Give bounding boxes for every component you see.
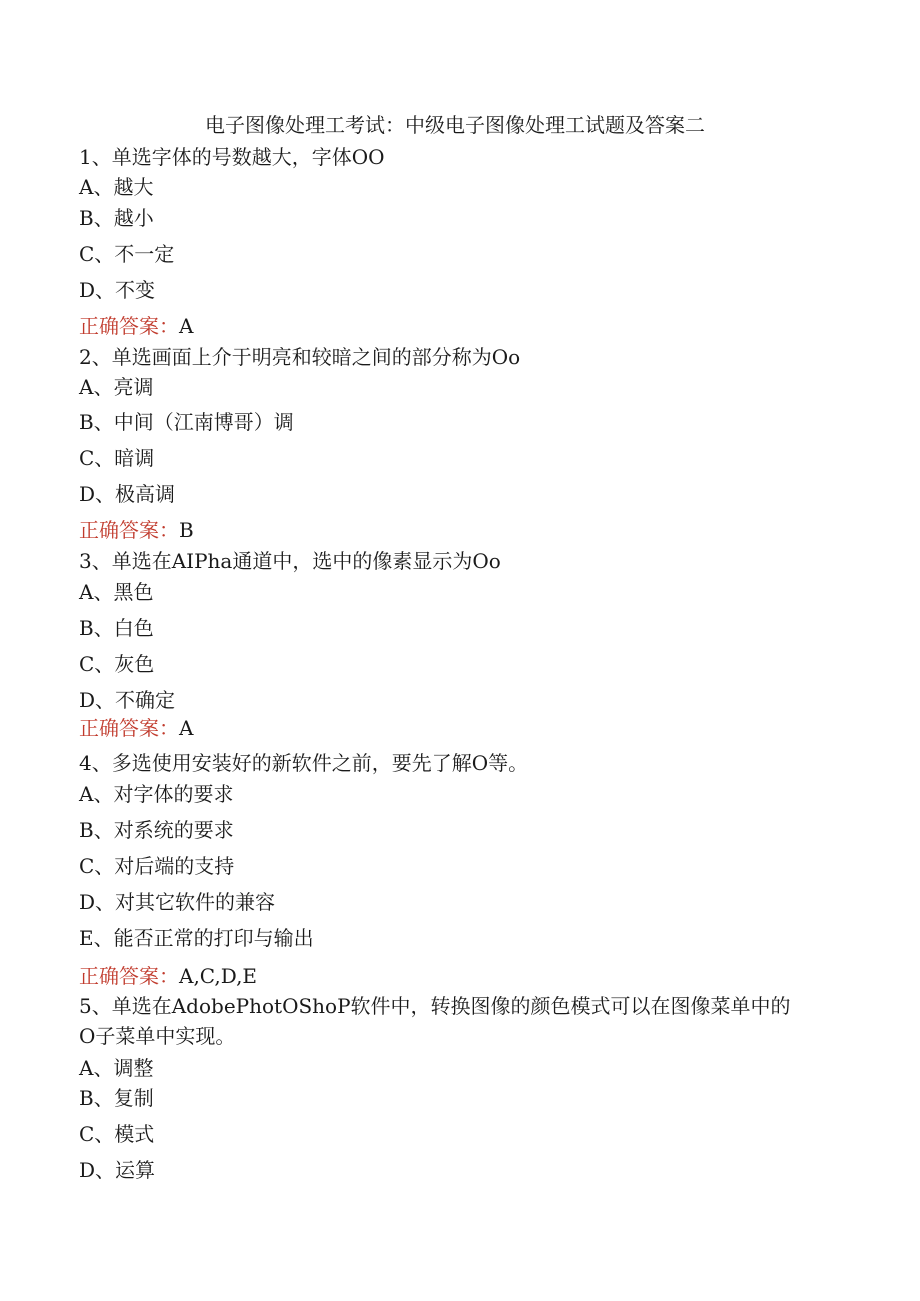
question-5-stem-continued: O子菜单中实现。 [79, 1024, 236, 1048]
question-5-option-a: A、调整 [79, 1056, 154, 1080]
question-4-option-b: B、对系统的要求 [79, 818, 234, 842]
answer-label: 正确答案： [79, 518, 179, 542]
question-1-option-d: D、不变 [79, 278, 156, 302]
answer-label: 正确答案： [79, 716, 179, 740]
question-4-option-d: D、对其它软件的兼容 [79, 890, 276, 914]
question-2-answer [79, 516, 194, 544]
question-4-option-a: A、对字体的要求 [79, 782, 234, 806]
question-2-option-d: D、极高调 [79, 482, 176, 506]
document-title: 电子图像处理工考试：中级电子图像处理工试题及答案二 [205, 113, 705, 137]
answer-value: B [179, 518, 194, 542]
question-3-option-d: D、不确定 [79, 688, 176, 712]
question-5-option-b: B、复制 [79, 1086, 154, 1110]
question-2-option-b: B、中间（江南博哥）调 [79, 410, 294, 434]
answer-value: A [179, 716, 194, 740]
question-4-option-c: C、对后端的支持 [79, 854, 235, 878]
question-3-answer [79, 714, 193, 742]
answer-label: 正确答案： [79, 314, 179, 338]
answer-value: A [179, 314, 194, 338]
question-2-option-a: A、亮调 [79, 375, 154, 399]
question-3-option-b: B、白色 [79, 616, 154, 640]
question-2-stem: 2、单选画面上介于明亮和较暗之间的部分称为Oo [79, 345, 521, 369]
question-2-option-c: C、暗调 [79, 446, 155, 470]
question-4-stem: 4、多选使用安装好的新软件之前，要先了解O等。 [79, 751, 529, 775]
answer-value: A,C,D,E [179, 964, 258, 988]
question-4-answer [79, 962, 257, 990]
question-1-option-a: A、越大 [79, 175, 154, 199]
question-3-option-a: A、黑色 [79, 580, 154, 604]
question-3-option-c: C、灰色 [79, 652, 155, 676]
question-5-option-c: C、模式 [79, 1122, 155, 1146]
answer-label: 正确答案： [79, 964, 179, 988]
question-1-option-c: C、不一定 [79, 242, 175, 266]
question-1-answer [79, 312, 193, 340]
question-4-option-e: E、能否正常的打印与输出 [79, 926, 314, 950]
question-1-option-b: B、越小 [79, 206, 154, 230]
question-1-stem: 1、单选字体的号数越大，字体OO [79, 145, 385, 169]
question-5-stem: 5、单选在AdobePhotOShoP软件中，转换图像的颜色模式可以在图像菜单中的 [79, 994, 791, 1018]
question-5-option-d: D、运算 [79, 1158, 156, 1182]
question-3-stem: 3、单选在AIPha通道中，选中的像素显示为Oo [79, 549, 501, 573]
